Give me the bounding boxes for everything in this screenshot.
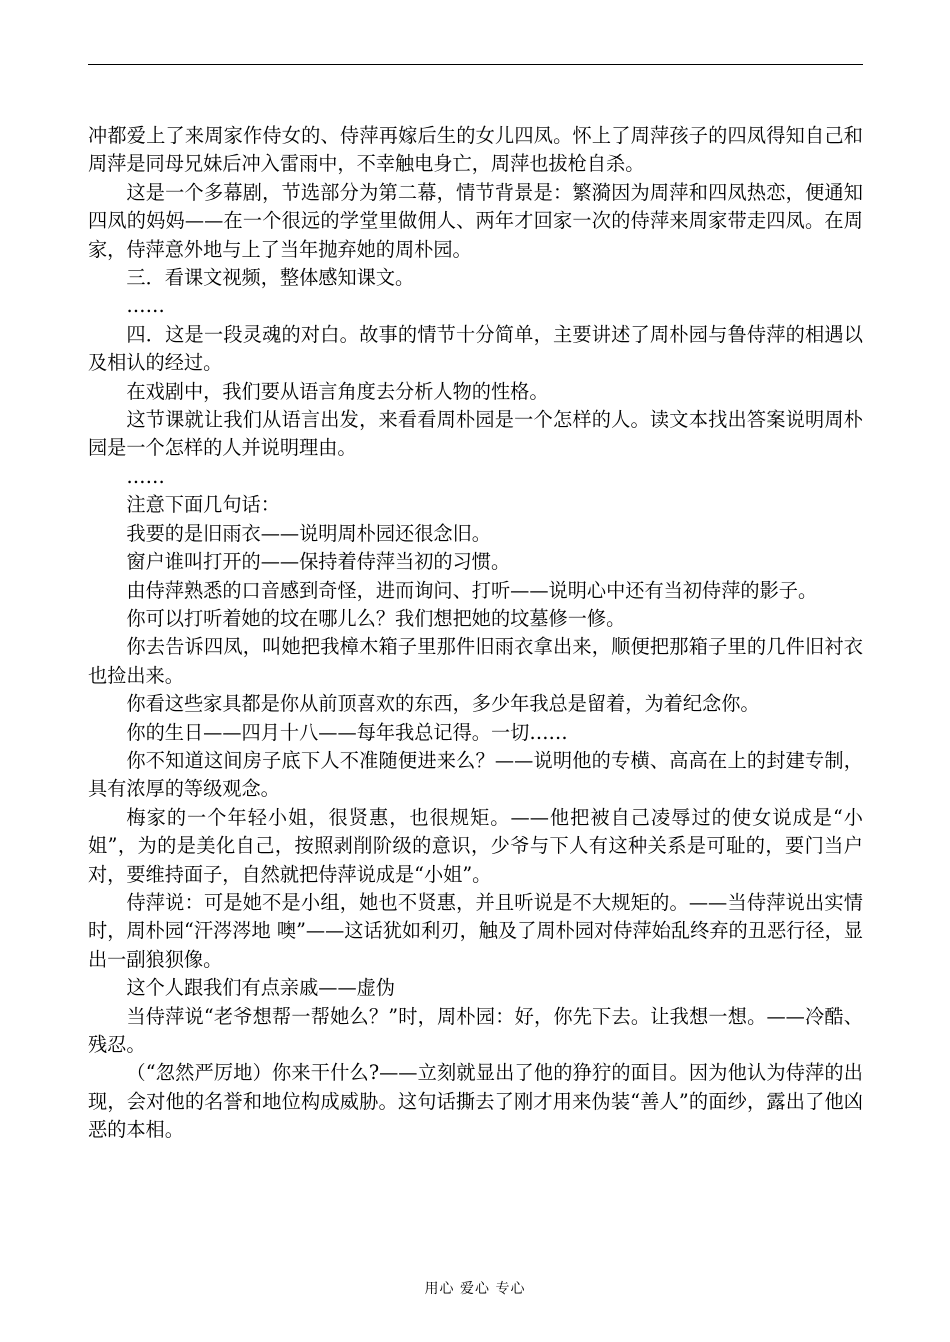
paragraph: 你看这些家具都是你从前顶喜欢的东西，多少年我总是留着，为着纪念你。 [126, 692, 760, 716]
page-footer: 用心 爱心 专心 [424, 1281, 526, 1297]
paragraph: 你不知道这间房子底下人不准随便进来么？——说明他的专横、高高在上的封建专制，具有浓厚的等级观念。 [88, 748, 863, 801]
paragraph: 梅家的一个年轻小姐，很贤惠，也很规矩。——他把被自己凌辱过的使女说成是“小姐”，为的是美化自己，按照剥削阶级的意识，少爷与下人有这种关系是可耻的，要门当户对，要维持面子，自然就把侍萍说成是“小姐”。 [88, 805, 863, 886]
paragraph: …… [126, 464, 165, 488]
body-text [88, 122, 863, 1145]
paragraph: 由侍萍熟悉的口音感到奇怪，进而询问、打听——说明心中还有当初侍萍的影子。 [126, 578, 818, 602]
paragraph: 注意下面几句话： [126, 493, 280, 517]
paragraph: 当侍萍说“老爷想帮一帮她么？”时，周朴园：好，你先下去。让我想一想。——冷酷、残忍。 [88, 1004, 863, 1056]
paragraph: 四．这是一段灵魂的对白。故事的情节十分简单，主要讲述了周朴园与鲁侍萍的相遇以及相认的经过。 [88, 322, 863, 375]
paragraph: 这节课就让我们从语言出发，来看看周朴园是一个怎样的人。读文本找出答案说明周朴园是一个怎样的人并说明理由。 [88, 408, 863, 460]
paragraph: 这是一个多幕剧，节选部分为第二幕，情节背景是：繁漪因为周萍和四凤热恋，便通知四凤的妈妈——在一个很远的学堂里做佣人、两年才回家一次的侍萍来周家带走四凤。在周家，侍萍意外地与上了当年抛弃她的周朴园。 [88, 180, 863, 261]
paragraph: 这个人跟我们有点亲戚——虚伪 [126, 976, 396, 1000]
paragraph: （“忽然严厉地）你来干什么?——立刻就显出了他的狰狞的面目。因为他认为侍萍的出现，会对他的名誉和地位构成威胁。这句话撕去了刚才用来伪装“善人”的面纱，露出了他凶恶的本相。 [88, 1061, 863, 1142]
paragraph: 冲都爱上了来周家作侍女的、侍萍再嫁后生的女儿四凤。怀上了周萍孩子的四凤得知自己和周萍是同母兄妹后冲入雷雨中，不幸触电身亡，周萍也拔枪自杀。 [88, 124, 863, 176]
paragraph: 在戏剧中，我们要从语言角度去分析人物的性格。 [126, 379, 549, 403]
paragraph: …… [126, 294, 165, 318]
paragraph: 侍萍说：可是她不是小组，她也不贤惠，并且听说是不大规矩的。——当侍萍说出实情时，周朴园“汗涔涔地 噢”——这话犹如利刃，触及了周朴园对侍萍始乱终弃的丑恶行径，显出一副狼狈像。 [88, 890, 863, 971]
paragraph: 我要的是旧雨衣——说明周朴园还很念旧。 [126, 521, 491, 545]
paragraph: 你的生日——四月十八——每年我总记得。一切…… [126, 720, 568, 744]
paragraph: 你去告诉四凤，叫她把我樟木箱子里那件旧雨衣拿出来，顺便把那箱子里的几件旧衬衣也捡出来。 [88, 635, 863, 687]
paragraph: 你可以打听着她的坟在哪儿么？我们想把她的坟墓修一修。 [126, 606, 626, 630]
header-rule [88, 64, 863, 65]
paragraph: 窗户谁叫打开的——保持着侍萍当初的习惯。 [126, 550, 511, 574]
paragraph: 三．看课文视频，整体感知课文。 [126, 266, 415, 290]
